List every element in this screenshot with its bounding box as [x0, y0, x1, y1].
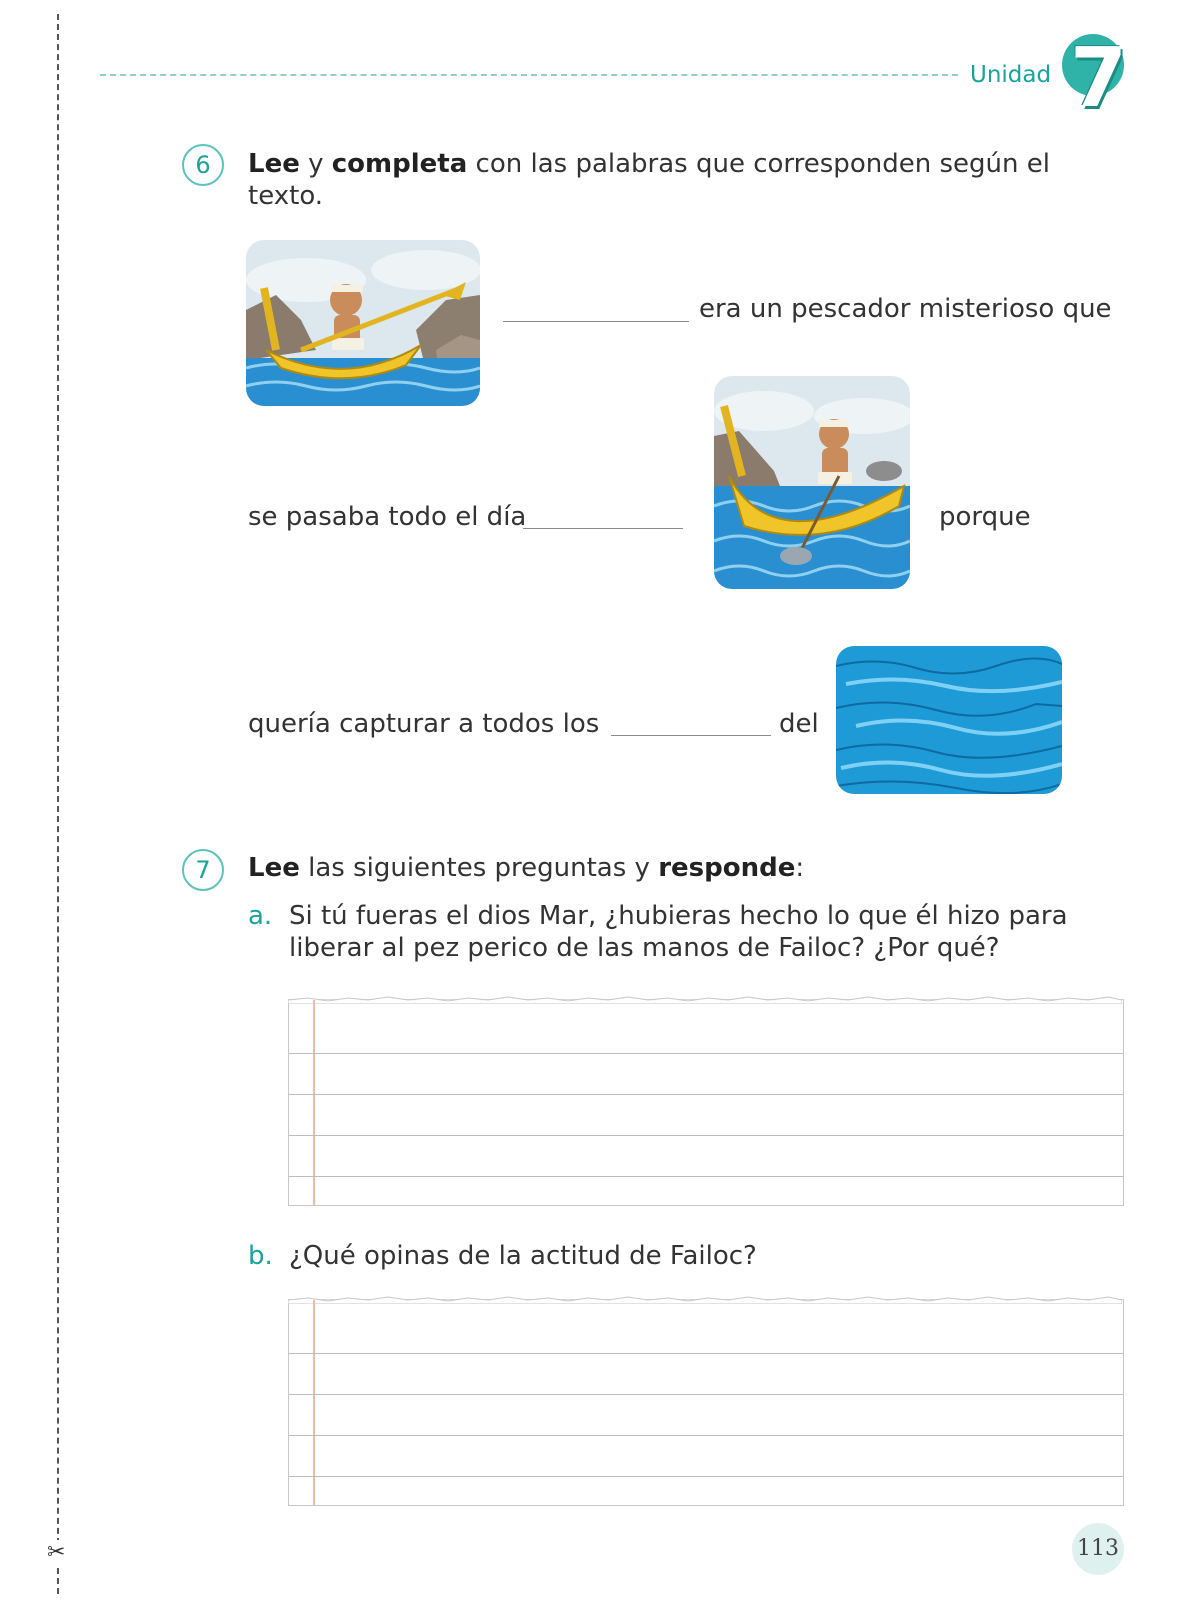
question-7-prompt: Lee las siguientes preguntas y responde:	[248, 853, 805, 883]
sentence-line-2: se pasaba todo el día	[248, 502, 527, 532]
answer-box-a[interactable]	[288, 999, 1124, 1206]
illustration-fisherman-paddling	[246, 240, 480, 406]
prompt-bold-responde: responde	[658, 853, 796, 883]
unit-number: 7	[1070, 31, 1128, 126]
sentence-line-1: era un pescador misterioso que	[699, 294, 1112, 324]
ruled-line	[289, 1353, 1123, 1354]
sentence-line-3-after: del	[779, 709, 819, 739]
ruled-line	[289, 1094, 1123, 1095]
ruled-line	[289, 1435, 1123, 1436]
ruled-line	[289, 1053, 1123, 1054]
sentence-line-3: quería capturar a todos los	[248, 709, 600, 739]
question-a-text: Si tú fueras el dios Mar, ¿hubieras hecho lo que él hizo para liberar al pez perico de las manos de Failoc? ¿Por qué?	[289, 901, 1068, 963]
prompt-bold-lee: Lee	[248, 149, 300, 179]
question-number-7: 7	[182, 849, 224, 891]
illustration-fisherman-fishing	[714, 376, 910, 589]
scissors-icon: ✂	[47, 1540, 66, 1565]
illustration-sea	[836, 646, 1062, 794]
header-rule	[100, 74, 958, 76]
answer-blank-3[interactable]	[611, 735, 771, 736]
page-number: 113	[1072, 1523, 1124, 1575]
margin-line-b	[313, 1300, 315, 1505]
question-a-letter: a.	[248, 901, 273, 931]
unit-label: Unidad	[970, 62, 1052, 88]
answer-box-b[interactable]	[288, 1299, 1124, 1506]
question-b-letter: b.	[248, 1241, 273, 1271]
torn-edge-b	[288, 1294, 1122, 1304]
answer-blank-1[interactable]	[503, 321, 689, 322]
ruled-line	[289, 1476, 1123, 1477]
ruled-line	[289, 1135, 1123, 1136]
cut-line	[57, 14, 59, 1594]
torn-edge-a	[288, 994, 1122, 1004]
prompt-bold-completa: completa	[331, 149, 468, 179]
margin-line-a	[313, 1000, 315, 1205]
ruled-line	[289, 1176, 1123, 1177]
question-number-6: 6	[182, 144, 224, 186]
sentence-line-2-after: porque	[939, 502, 1031, 532]
ruled-line	[289, 1394, 1123, 1395]
question-b-text: ¿Qué opinas de la actitud de Failoc?	[289, 1241, 757, 1271]
prompt-bold-lee-7: Lee	[248, 853, 300, 883]
question-6-prompt: Lee y completa con las palabras que corresponden según el texto.	[248, 149, 1050, 211]
answer-blank-2[interactable]	[523, 528, 683, 529]
